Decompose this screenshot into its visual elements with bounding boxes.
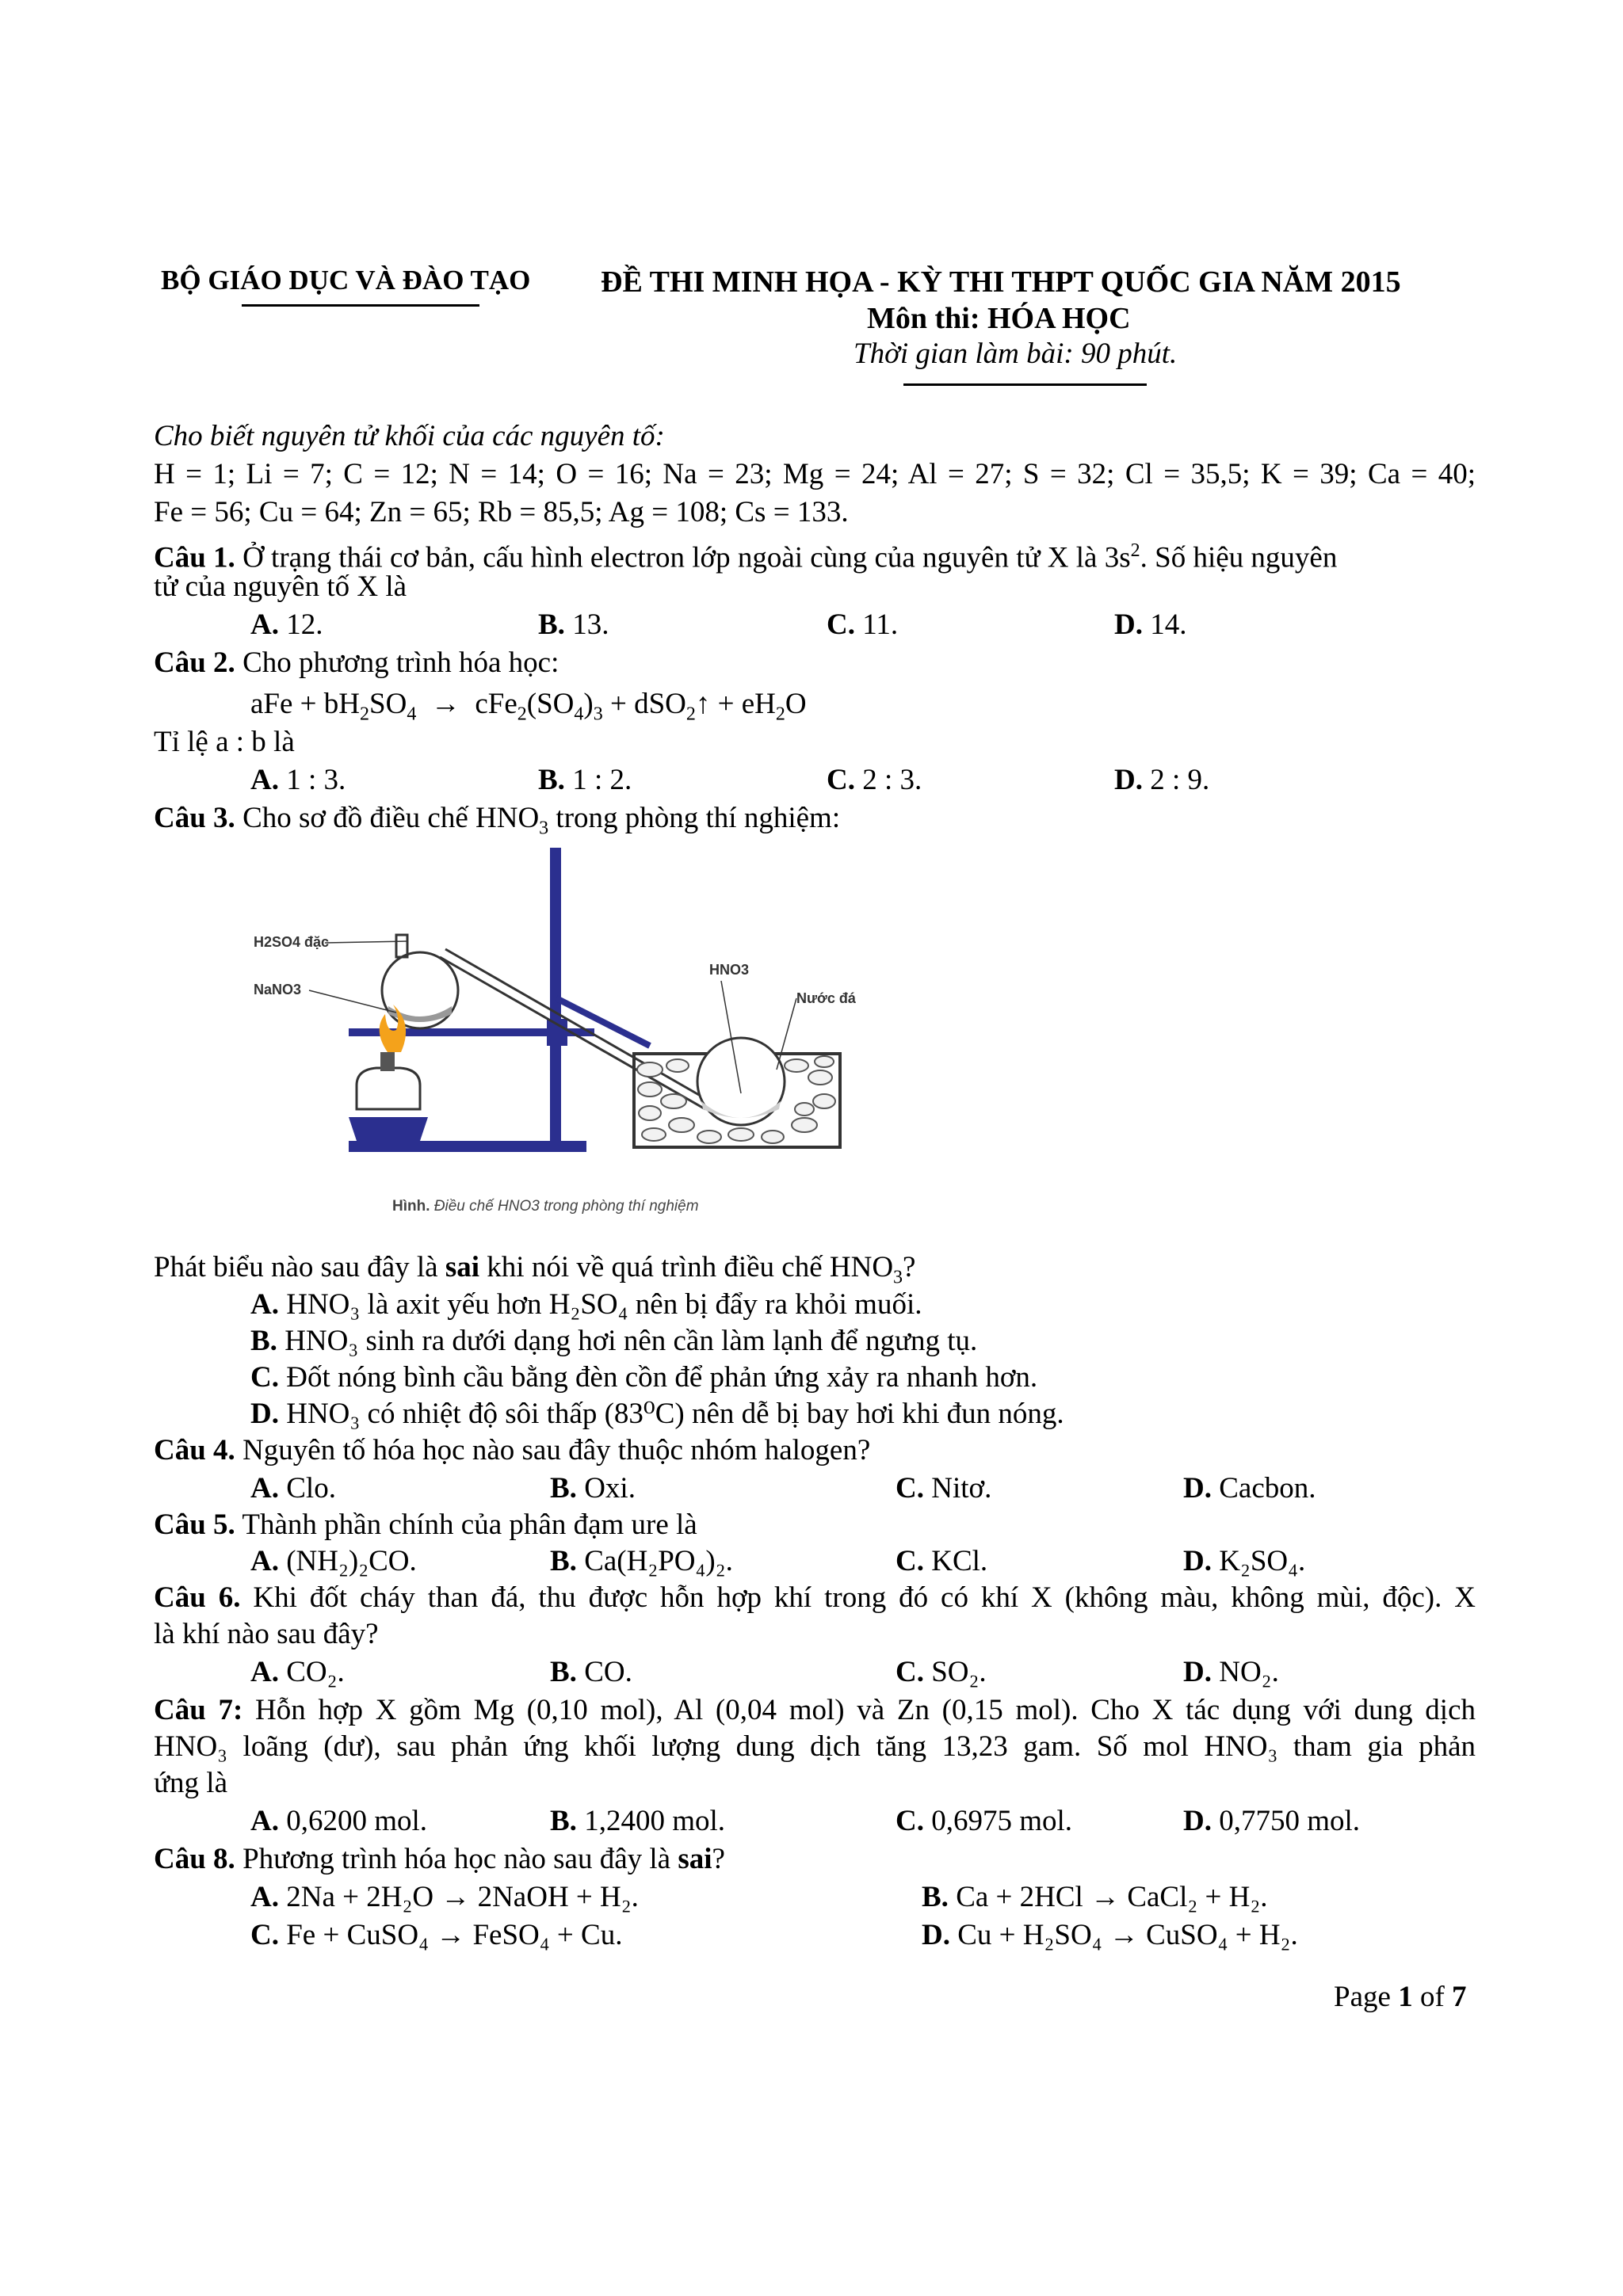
question-5: Câu 5. Thành phần chính của phân đạm ure là (154, 1508, 697, 1541)
figure-caption: Hình. Điều chế HNO3 trong phòng thí nghiệm (392, 1198, 699, 1215)
q2-option-c[interactable]: C. 2 : 3. (827, 764, 922, 796)
q6-option-b[interactable]: B. CO. (550, 1656, 632, 1688)
q5-option-b[interactable]: B. Ca(H₂PO₄)₂. (550, 1545, 733, 1577)
q8-option-b[interactable]: B. Ca + 2HCl → CaCl₂ + H₂. (922, 1881, 1268, 1913)
q8-option-c[interactable]: C. Fe + CuSO₄ → FeSO₄ + Cu. (250, 1919, 623, 1951)
q3-option-c[interactable]: C. Đốt nóng bình cầu bằng đèn cồn để phản ứng xảy ra nhanh hơn. (250, 1361, 1038, 1394)
question-7-label: Câu 7: (154, 1694, 243, 1726)
q1-option-a[interactable]: A. 12. (250, 608, 323, 641)
question-6-line2: là khí nào sau đây? (154, 1618, 379, 1650)
question-1-text-line2: tử của nguyên tố X là (154, 570, 407, 603)
question-2-text: Cho phương trình hóa học: (242, 646, 559, 679)
subject-title: Môn thi: HÓA HỌC (867, 302, 1131, 335)
q7-option-c[interactable]: C. 0,6975 mol. (896, 1805, 1073, 1837)
q1-option-b[interactable]: B. 13. (538, 608, 609, 641)
question-2-ratio: Tỉ lệ a : b là (154, 726, 295, 758)
q2-option-a[interactable]: A. 1 : 3. (250, 764, 346, 796)
q5-option-c[interactable]: C. KCl. (896, 1545, 988, 1577)
atomic-mass-intro: Cho biết nguyên tử khối của các nguyên tố: (154, 420, 665, 452)
exam-title: ĐỀ THI MINH HỌA - KỲ THI THPT QUỐC GIA NĂM 2015 (601, 265, 1401, 299)
question-1-superscript: 2 (1130, 540, 1140, 561)
q4-option-a[interactable]: A. Clo. (250, 1472, 336, 1505)
question-3-label: Câu 3. (154, 802, 235, 834)
question-8: Câu 8. Phương trình hóa học nào sau đây là sai? (154, 1843, 725, 1875)
q5-option-d[interactable]: D. K₂SO₄. (1183, 1545, 1306, 1577)
stand-base (349, 1141, 586, 1152)
question-1-text: Ở trạng thái cơ bản, cấu hình electron lớp ngoài cùng của nguyên tử X là 3s (242, 541, 1131, 574)
atomic-mass-line2: Fe = 56; Cu = 64; Zn = 65; Rb = 85,5; Ag = 108; Cs = 133. (154, 496, 849, 528)
question-6-label: Câu 6. (154, 1581, 241, 1614)
q2-option-b[interactable]: B. 1 : 2. (538, 764, 632, 796)
question-8-label: Câu 8. (154, 1843, 235, 1875)
question-4: Câu 4. Nguyên tố hóa học nào sau đây thuộc nhóm halogen? (154, 1434, 871, 1466)
question-7: Câu 7: Hỗn hợp X gồm Mg (0,10 mol), Al (0,04 mol) và Zn (0,15 mol). Cho X tác dụng với dung dịch (154, 1694, 1476, 1726)
question-3-prompt: Phát biểu nào sau đây là sai khi nói về quá trình điều chế $HNO_3$? (154, 1251, 916, 1288)
label-h2so4: H2SO4 đặc (254, 934, 330, 950)
q4-option-c[interactable]: C. Nitơ. (896, 1472, 992, 1505)
q3-option-a[interactable]: A. HNO₃ là axit yếu hơn H₂SO₄ nên bị đẩy ra khỏi muối. (250, 1288, 922, 1321)
question-1-text-cont: . Số hiệu nguyên (1140, 541, 1338, 574)
q6-option-a[interactable]: A. CO₂. (250, 1656, 345, 1688)
q3-option-d[interactable]: D. HNO₃ có nhiệt độ sôi thấp (83⁰C) nên dễ bị bay hơi khi đun nóng. (250, 1398, 1064, 1430)
label-nano3: NaNO3 (254, 982, 302, 997)
exam-duration: Thời gian làm bài: 90 phút. (854, 338, 1178, 370)
duration-underline (903, 383, 1147, 386)
q1-option-c[interactable]: C. 11. (827, 608, 899, 641)
q2-option-d[interactable]: D. 2 : 9. (1114, 764, 1210, 796)
q4-option-d[interactable]: D. Cacbon. (1183, 1472, 1316, 1505)
q7-option-b[interactable]: B. 1,2400 mol. (550, 1805, 725, 1837)
question-7-line3: ứng là (154, 1767, 228, 1799)
question-2-label: Câu 2. (154, 646, 235, 679)
q7-option-a[interactable]: A. 0,6200 mol. (250, 1805, 428, 1837)
question-1-label: Câu 1. (154, 541, 235, 574)
q4-option-b[interactable]: B. Oxi. (550, 1472, 636, 1505)
question-5-label: Câu 5. (154, 1508, 235, 1541)
question-6: Câu 6. Khi đốt cháy than đá, thu được hỗn hợp khí trong đó có khí X (không màu, không mùi, độc). X (154, 1581, 1476, 1614)
q3-option-b[interactable]: B. HNO₃ sinh ra dưới dạng hơi nên cần làm lạnh để ngưng tụ. (250, 1325, 978, 1357)
question-4-label: Câu 4. (154, 1434, 235, 1466)
ministry-name: BỘ GIÁO DỤC VÀ ĐÀO TẠO (161, 265, 531, 296)
ministry-underline (242, 304, 479, 307)
question-2 (154, 645, 559, 681)
q6-option-c[interactable]: C. SO₂. (896, 1656, 987, 1688)
q6-option-d[interactable]: D. NO₂. (1183, 1656, 1279, 1688)
question-3: Câu 3. Cho sơ đồ điều chế $HNO_3$ trong phòng thí nghiệm: (154, 802, 841, 839)
q7-option-d[interactable]: D. 0,7750 mol. (1183, 1805, 1361, 1837)
chemical-equation: aFe + $bH_2SO_4 \to cFe_2(SO_4)_3$ + dSO$_2$↑ + $eH_2O$ (250, 688, 807, 725)
atomic-mass-line1: H = 1; Li = 7; C = 12; N = 14; O = 16; Na = 23; Mg = 24; Al = 27; S = 32; Cl = 35,5; K = 39; Ca = 40; (154, 458, 1476, 490)
q8-option-a[interactable]: A. 2Na + 2H₂O → 2NaOH + H₂. (250, 1881, 639, 1913)
label-hno3: HNO3 (709, 962, 750, 978)
alcohol-lamp (357, 1068, 420, 1109)
q8-option-d[interactable]: D. Cu + H₂SO₄ → CuSO₄ + H₂. (922, 1919, 1298, 1951)
q1-option-d[interactable]: D. 14. (1114, 608, 1187, 641)
label-ice-water: Nước đá (796, 990, 856, 1006)
q5-option-a[interactable]: A. (NH₂)₂CO. (250, 1545, 417, 1577)
page-number: Page 1 of 7 (1334, 1981, 1467, 2013)
question-7-line2: HNO₃ loãng (dư), sau phản ứng khối lượng dung dịch tăng 13,23 gam. Số mol HNO₃ tham gia phản (154, 1730, 1476, 1763)
lab-apparatus-figure (238, 840, 919, 1236)
